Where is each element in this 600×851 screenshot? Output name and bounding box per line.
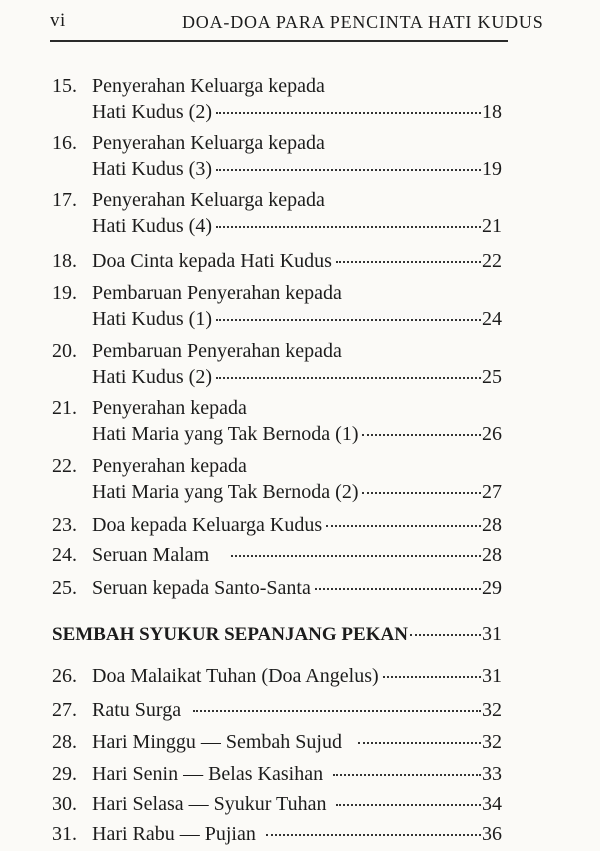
page-number: vi (50, 10, 66, 31)
entry-page: 34 (482, 793, 502, 815)
leader-dots (216, 112, 481, 114)
leader-dots (362, 492, 481, 494)
leader-dots (231, 555, 481, 557)
entry-title: Pembaruan Penyerahan kepada (92, 282, 342, 304)
entry-page: 27 (482, 481, 502, 503)
section-heading[interactable] (52, 620, 502, 649)
entry-page: 28 (482, 544, 502, 566)
entry-number: 27. (52, 699, 77, 721)
entry-number: 22. (52, 455, 77, 477)
entry-title-cont: Hati Kudus (1) (92, 308, 212, 330)
entry-title-cont: Hati Maria yang Tak Bernoda (1) (92, 423, 359, 445)
leader-dots (216, 377, 481, 379)
entry-number: 30. (52, 793, 77, 815)
entry-title: Ratu Surga (92, 699, 182, 721)
entry-page: 25 (482, 366, 502, 388)
entry-number: 26. (52, 665, 77, 687)
leader-dots (336, 261, 481, 263)
entry-number: 17. (52, 189, 77, 211)
entry-number: 20. (52, 340, 77, 362)
entry-number: 21. (52, 397, 77, 419)
entry-page: 36 (482, 823, 502, 845)
entry-page: 28 (482, 514, 502, 536)
leader-dots (216, 226, 481, 228)
entry-number: 24. (52, 544, 77, 566)
leader-dots (315, 588, 481, 590)
running-head: DOA-DOA PARA PENCINTA HATI KUDUS (182, 12, 544, 32)
entry-page: 33 (482, 763, 502, 785)
entry-title-cont: Hati Kudus (3) (92, 158, 212, 180)
leader-dots (383, 676, 481, 678)
entry-page: 26 (482, 423, 502, 445)
leader-dots (362, 434, 481, 436)
entry-number: 28. (52, 731, 77, 753)
leader-dots (266, 834, 481, 836)
leader-dots (216, 319, 481, 321)
entry-title: Doa Cinta kepada Hati Kudus (92, 250, 332, 272)
entry-number: 19. (52, 282, 77, 304)
entry-page: 19 (482, 158, 502, 180)
entry-page: 29 (482, 577, 502, 599)
entry-title: Penyerahan kepada (92, 455, 247, 477)
entry-title: Hari Minggu — Sembah Sujud (92, 731, 342, 753)
entry-number: 31. (52, 823, 77, 845)
entry-title-cont: Hati Kudus (2) (92, 101, 212, 123)
entry-title-cont: Hati Kudus (2) (92, 366, 212, 388)
leader-dots (193, 710, 481, 712)
entry-title: Seruan Malam (92, 544, 210, 566)
entry-page: 18 (482, 101, 502, 123)
entry-page: 32 (482, 699, 502, 721)
leader-dots (336, 804, 481, 806)
entry-title-cont: Hati Maria yang Tak Bernoda (2) (92, 481, 359, 503)
entry-number: 15. (52, 75, 77, 97)
entry-number: 25. (52, 577, 77, 599)
section-page: 31 (482, 623, 502, 645)
entry-page: 22 (482, 250, 502, 272)
entry-title: Seruan kepada Santo-Santa (92, 577, 311, 599)
entry-page: 21 (482, 215, 502, 237)
entry-number: 16. (52, 132, 77, 154)
entry-page: 31 (482, 665, 502, 687)
leader-dots (410, 634, 481, 636)
entry-number: 18. (52, 250, 77, 272)
leader-dots (333, 774, 481, 776)
section-title: SEMBAH SYUKUR SEPANJANG PEKAN (52, 624, 408, 645)
entry-title: Hari Selasa — Syukur Tuhan (92, 793, 327, 815)
entry-title: Hari Senin — Belas Kasihan (92, 763, 324, 785)
entry-title: Doa Malaikat Tuhan (Doa Angelus) (92, 665, 379, 687)
entry-title: Penyerahan kepada (92, 397, 247, 419)
entry-title: Hari Rabu — Pujian (92, 823, 256, 845)
entry-title: Doa kepada Keluarga Kudus (92, 514, 323, 536)
leader-dots (358, 742, 481, 744)
entry-page: 32 (482, 731, 502, 753)
entry-title-cont: Hati Kudus (4) (92, 215, 212, 237)
entry-number: 23. (52, 514, 77, 536)
entry-number: 29. (52, 763, 77, 785)
entry-title: Pembaruan Penyerahan kepada (92, 340, 342, 362)
entry-title: Penyerahan Keluarga kepada (92, 75, 325, 97)
entry-page: 24 (482, 308, 502, 330)
entry-title: Penyerahan Keluarga kepada (92, 132, 325, 154)
leader-dots (216, 169, 481, 171)
entry-title: Penyerahan Keluarga kepada (92, 189, 325, 211)
leader-dots (326, 525, 481, 527)
